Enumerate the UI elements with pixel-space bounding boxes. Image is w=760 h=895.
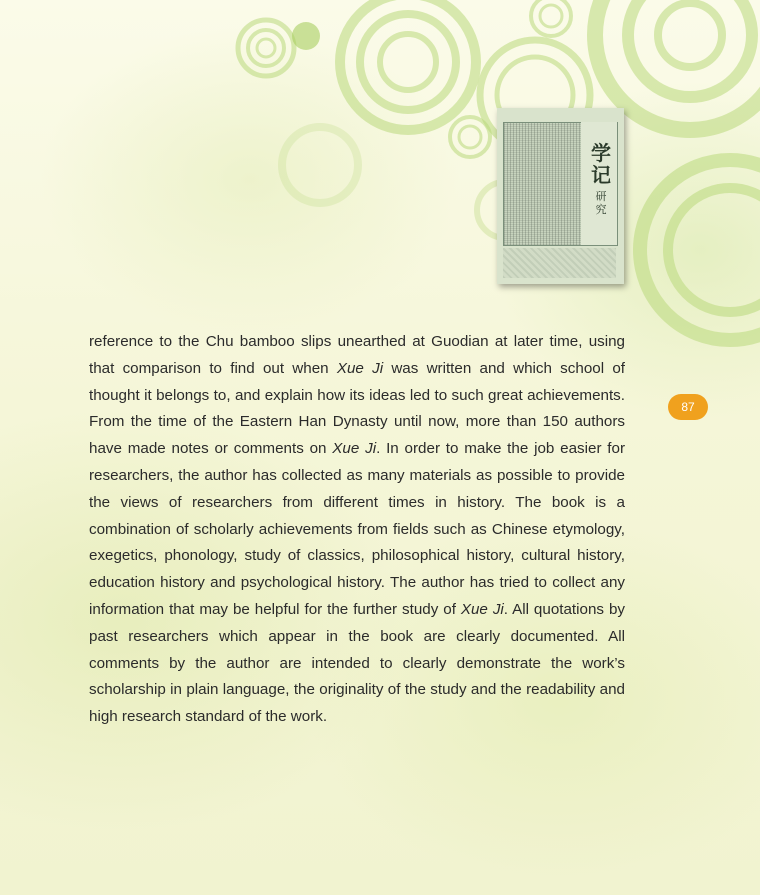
text-run: . In order to make the job easier for researchers, the author has collected as many materials as possible to provide the views of researchers from different times in history. The book is a combination of scholarly achievements from fields such as Chinese etymology, exegetics, phonology, study of classics, philosophical history, cultural history, education history and psychological history. The author has tried to collect any information that may be helpful for the further study of [89, 440, 626, 618]
page-number-badge: 87 [668, 394, 708, 420]
book-cover-title: 学记 [591, 141, 611, 187]
text-run: was written and which school of thought it belongs to, and explain how its ideas led to such great achievements. From the time of the Eastern Han Dynasty until now, more than 150 authors have made notes or comments on [89, 359, 625, 458]
italic-title: Xue Ji [332, 440, 377, 458]
italic-title: Xue Ji [336, 359, 384, 377]
text-run: . All quotations by past researchers which appear in the book are clearly documented. All comments by the author are intended to clearly demonstrate the work’s scholarship in plain language, the originality of the study and the readability and high research standard of the work. [89, 600, 625, 726]
book-cover-image [497, 108, 624, 284]
body-paragraph [89, 329, 625, 731]
book-cover-subtitle: 研究 [595, 190, 607, 216]
text-run: reference to the Chu bamboo slips unearthed at Guodian at later time, using that comparison to find out when [89, 333, 625, 377]
italic-title: Xue Ji [460, 600, 504, 618]
book-cover-bottom [503, 248, 616, 278]
